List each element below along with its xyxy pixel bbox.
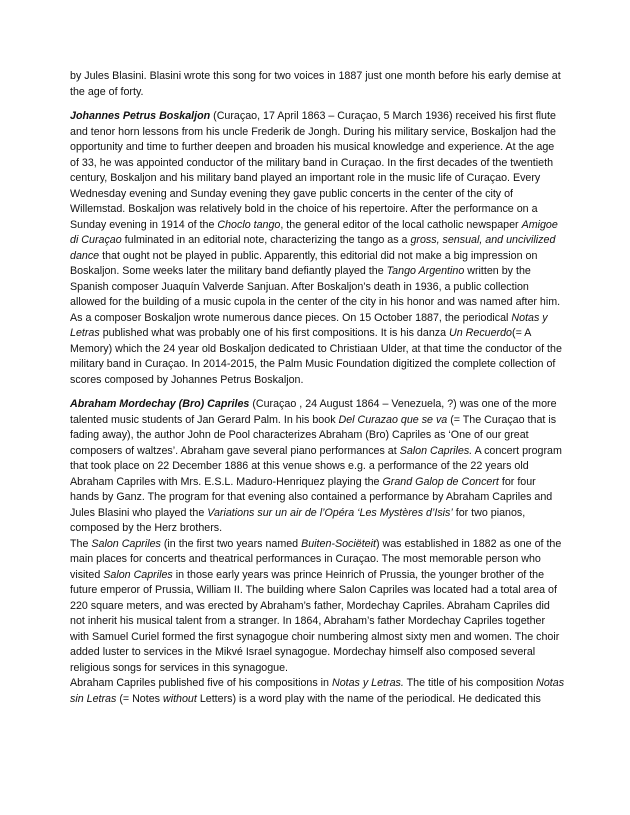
italic-title: Amigoe di Curaçao bbox=[70, 218, 558, 246]
italic-title: Notas y Letras bbox=[70, 311, 548, 339]
text-span: The bbox=[70, 537, 92, 550]
italic-title: Salon Capriles bbox=[91, 537, 161, 550]
text-span: by Jules Blasini. Blasini wrote this song for two voices in 1887 just one month before his early demise at the age of forty. bbox=[70, 70, 561, 98]
paragraph-capriles-bio bbox=[70, 397, 566, 537]
italic-title: Tango Argentino bbox=[386, 265, 465, 277]
italic-title: Salon Capriles. bbox=[399, 444, 473, 457]
italic-title: Un Recuerdo bbox=[449, 327, 513, 339]
paragraph-boskaljon-composer bbox=[70, 311, 566, 389]
italic-title: Variations sur un air de l’Opéra ‘Les Mystères d’Isis’ bbox=[207, 506, 453, 519]
italic-title: Del Curazao que se va bbox=[338, 413, 448, 426]
text-span: The title of his composition bbox=[403, 677, 537, 689]
paragraph-boskaljon-bio bbox=[70, 109, 566, 311]
text-span: (= A Memory) which the 24 year old Boskaljon dedicated to Christiaan Ulder, at that time the conductor of the military band in Curaçao. In 2014-2015, the Palm Music Foundation digitized the complete collection of scores composed by Johannes Petrus Boskaljon. bbox=[70, 327, 562, 386]
italic-quote: gross, sensual, and uncivilized dance bbox=[70, 234, 556, 262]
text-span: Letters) is a word play with the name of the periodical. He dedicated this bbox=[196, 692, 541, 705]
italic-title: Choclo tango bbox=[217, 218, 281, 231]
person-name-capriles: Abraham Mordechay (Bro) Capriles bbox=[70, 398, 250, 410]
paragraph-salon-capriles bbox=[70, 537, 566, 677]
paragraph-capriles-compositions bbox=[70, 676, 566, 707]
text-span: that ought not be played in public. Apparently, this editorial did not make a big impression on Boskaljon. Some weeks later the military band defiantly played the bbox=[70, 249, 538, 277]
italic-emphasis: without bbox=[162, 692, 197, 705]
text-span: fulminated in an editorial note, characterizing the tango as a bbox=[121, 234, 411, 246]
text-span: ) was established in 1882 as one of the main places for concerts and theatrical performances in Curaçao. The most memorable person who visited bbox=[70, 537, 562, 581]
person-name-boskaljon: Johannes Petrus Boskaljon bbox=[70, 110, 211, 122]
paragraph-blasini-ending bbox=[70, 69, 566, 100]
text-span: , the general editor of the local catholic newspaper bbox=[280, 218, 522, 231]
italic-title: Notas sin Letras bbox=[70, 677, 565, 705]
italic-title: Salon Capriles bbox=[103, 568, 173, 581]
text-span: for four hands by Ganz. The program for that evening also contained a performance by Abraham Capriles and Jules Blasini who played the bbox=[70, 475, 553, 519]
text-span: Abraham Capriles published five of his compositions in bbox=[70, 677, 332, 689]
text-span: for two pianos, composed by the Herz brothers. bbox=[70, 506, 526, 534]
text-span: in those early years was prince Heinrich of Prussia, the younger brother of the future emperor of Prussia, William II. The building where Salon Capriles was located had a total area of 220 square meters, and was erected by Abraham’s father, Mordechay Capriles. Abraham Capriles did not inherit his musical talent from a stranger. In 1864, Abraham’s father Mordechay Capriles together with Samuel Curiel formed the first synagogue choir numbering almost sixty men and women. The choir added luster to services in the Mikvé Israel synagogue. Mordechay himself also composed several religious songs for services in this synagogue. bbox=[70, 568, 560, 674]
text-span: published what was probably one of his first compositions. It is his danza bbox=[99, 327, 450, 339]
text-span: As a composer Boskaljon wrote numerous dance pieces. On 15 October 1887, the periodical bbox=[70, 311, 512, 324]
text-span: (Curaçao, 17 April 1863 – Curaçao, 5 March 1936) received his first flute and tenor horn lessons from his uncle Frederik de Jongh. During his military service, Boskaljon had the opportunity and time to further deepen and broaden his musical knowledge and experience. At the age of 33, he was appointed conductor of the military band in Curaçao. In the first decades of the twentieth century, Boskaljon and his military band played an important role in the music life of Curaçao. Every Wednesday evening and Sunday evening they gave public concerts in the center of the city of Willemstad. Boskaljon was relatively bold in the choice of his repertoire. After the performance on a Sunday evening in 1914 of the bbox=[70, 110, 556, 231]
italic-title: Buiten-Sociëteit bbox=[301, 537, 376, 550]
italic-title: Notas y Letras. bbox=[331, 677, 404, 689]
text-span: (= The Curaçao that is fading away), the author John de Pool characterizes Abraham (Bro) Capriles as ‘One of our great composers of waltzes’. Abraham gave several piano performances at bbox=[70, 413, 557, 457]
document-page bbox=[70, 69, 566, 707]
text-span: (= Notes bbox=[116, 692, 163, 705]
text-span: (Curaçao , 24 August 1864 – Venezuela, ?) was one of the more talented music students of Jan Gerard Palm. In his book bbox=[70, 398, 557, 426]
italic-title: Grand Galop de Concert bbox=[382, 475, 499, 488]
text-span: written by the Spanish composer Juaquín Valverde Sanjuan. After Boskaljon’s death in 1936, a public collection allowed for the building of a music cupola in the center of the city in his honor and was named after him. bbox=[70, 265, 561, 308]
text-span: A concert program that took place on 22 December 1886 at this venue shows e.g. a performance of the 22 years old Abraham Capriles with Mrs. E.S.L. Maduro-Henriquez playing the bbox=[70, 444, 562, 488]
text-span: (in the first two years named bbox=[160, 537, 302, 550]
